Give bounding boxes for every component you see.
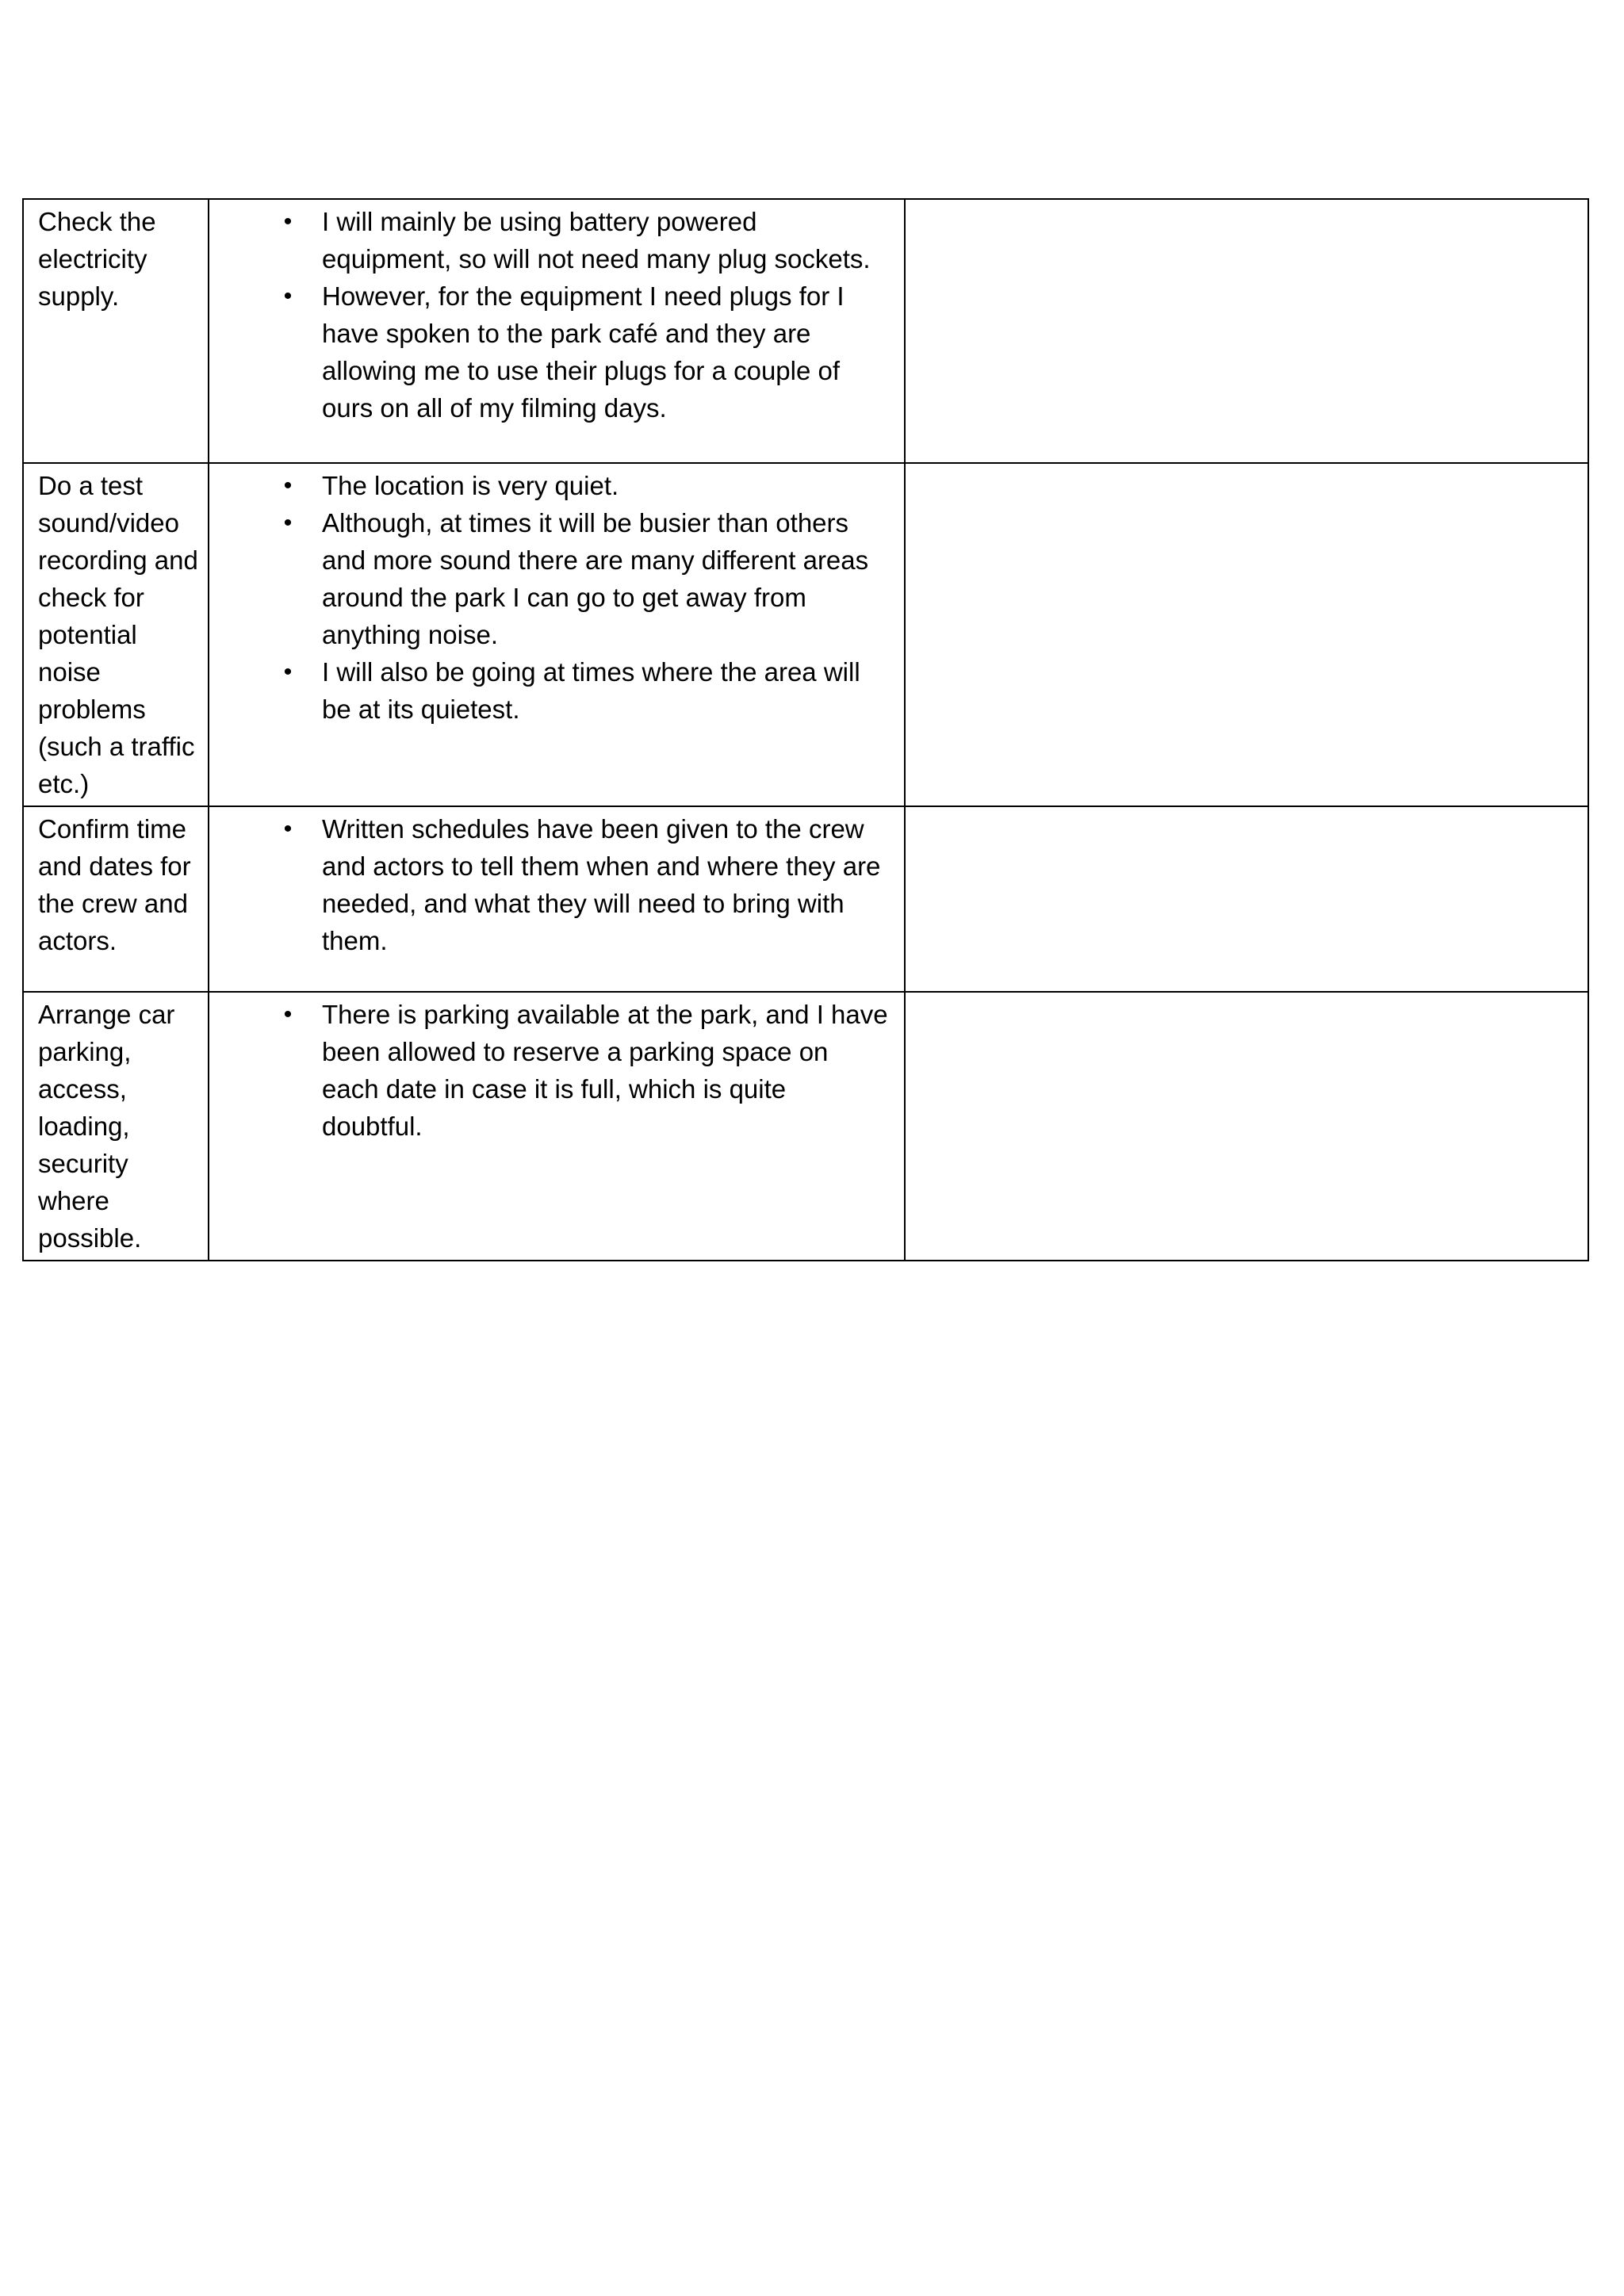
bullet-icon: •: [283, 1001, 293, 1027]
bullet-icon: •: [283, 283, 293, 309]
task-cell: [23, 463, 209, 806]
notes-list: [209, 993, 904, 1148]
location-checklist-table: [22, 198, 1589, 1261]
note-text: I will mainly be using battery powered equipment, so will not need many plug sockets.: [322, 207, 871, 274]
list-item: [209, 653, 888, 728]
note-text: There is parking available at the park, and I have been allowed to reserve a parking space on each date in case it is full, which is quite doubtful.: [322, 1000, 888, 1141]
note-text: The location is very quiet.: [322, 471, 619, 500]
bullet-icon: •: [283, 510, 293, 536]
list-item: [209, 277, 888, 427]
task-label: Confirm time and dates for the crew and actors.: [38, 814, 191, 955]
bullet-icon: •: [283, 816, 293, 842]
table-row: [23, 806, 1588, 992]
bullet-icon: •: [283, 209, 293, 235]
notes-list: [209, 200, 904, 430]
list-item: [209, 203, 888, 277]
note-text: Written schedules have been given to the crew and actors to tell them when and where they are needed, and what they will need to bring with them.: [322, 814, 881, 955]
empty-cell: [905, 463, 1588, 806]
notes-list: [209, 464, 904, 731]
notes-cell: [209, 992, 905, 1261]
table-row: [23, 992, 1588, 1261]
bullet-icon: •: [283, 659, 293, 685]
note-text: I will also be going at times where the area will be at its quietest.: [322, 657, 860, 724]
note-text: Although, at times it will be busier than others and more sound there are many different areas around the park I can go to get away from anything noise.: [322, 508, 869, 649]
notes-cell: [209, 463, 905, 806]
notes-cell: [209, 806, 905, 992]
empty-cell: [905, 806, 1588, 992]
list-item: [209, 467, 888, 504]
task-cell: [23, 992, 209, 1261]
task-label: Check the electricity supply.: [38, 207, 156, 311]
empty-cell: [905, 992, 1588, 1261]
table-row: [23, 199, 1588, 463]
task-cell: [23, 199, 209, 463]
note-text: However, for the equipment I need plugs for I have spoken to the park café and they are allowing me to use their plugs for a couple of ours on all of my filming days.: [322, 281, 845, 423]
bullet-icon: •: [283, 473, 293, 499]
list-item: [209, 996, 888, 1145]
notes-cell: [209, 199, 905, 463]
table-row: [23, 463, 1588, 806]
task-label: Do a test sound/video recording and check for potential noise problems (such a traffic etc.): [38, 471, 198, 798]
task-label: Arrange car parking, access, loading, security where possible.: [38, 1000, 175, 1253]
empty-cell: [905, 199, 1588, 463]
notes-list: [209, 807, 904, 962]
task-cell: [23, 806, 209, 992]
list-item: [209, 810, 888, 959]
list-item: [209, 504, 888, 653]
